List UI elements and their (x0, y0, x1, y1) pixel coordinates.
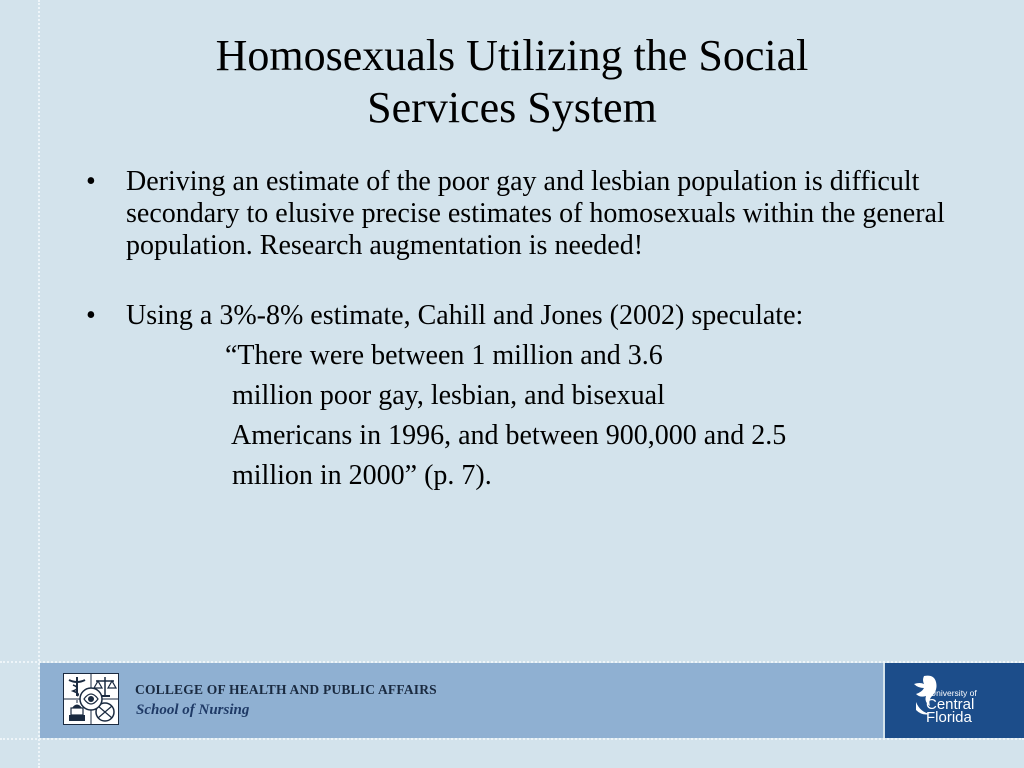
bullet-text: Deriving an estimate of the poor gay and lesbian population is difficult secondary to elusive precise estimates of homosexuals within the general population. Research augmentation is needed! (126, 166, 945, 261)
slide-title (100, 30, 924, 134)
college-name: COLLEGE OF HEALTH AND PUBLIC AFFAIRS (135, 682, 437, 697)
bullet-marker: • (86, 166, 96, 197)
quote-line-4: million in 2000” (p. 7). (232, 460, 492, 491)
footer-band (40, 663, 883, 738)
slide-title-line-1: Homosexuals Utilizing the Social (215, 31, 809, 80)
ucf-university-of: University of (930, 688, 977, 698)
ucf-central: Central (926, 696, 975, 713)
quote-line-3: Americans in 1996, and between 900,000 and 2.5 (231, 420, 787, 451)
bullet-text: Using a 3%-8% estimate, Cahill and Jones (2002) speculate: (126, 300, 804, 331)
bullet-item-estimate-difficulty (86, 166, 946, 262)
bullet-item-cahill-jones (86, 300, 946, 496)
footer-bottom-dotted-divider (0, 738, 1024, 740)
bullet-list (86, 166, 946, 496)
quote-line-2: million poor gay, lesbian, and bisexual (232, 380, 665, 411)
ucf-florida: Florida (926, 709, 972, 726)
bullet-marker: • (86, 300, 96, 331)
quote-line-1: “There were between 1 million and 3.6 (225, 340, 663, 371)
school-name: School of Nursing (136, 702, 250, 718)
vertical-dotted-divider (38, 0, 40, 768)
college-emblem-icon (63, 673, 119, 725)
slide-title-line-2: Services System (367, 83, 657, 132)
